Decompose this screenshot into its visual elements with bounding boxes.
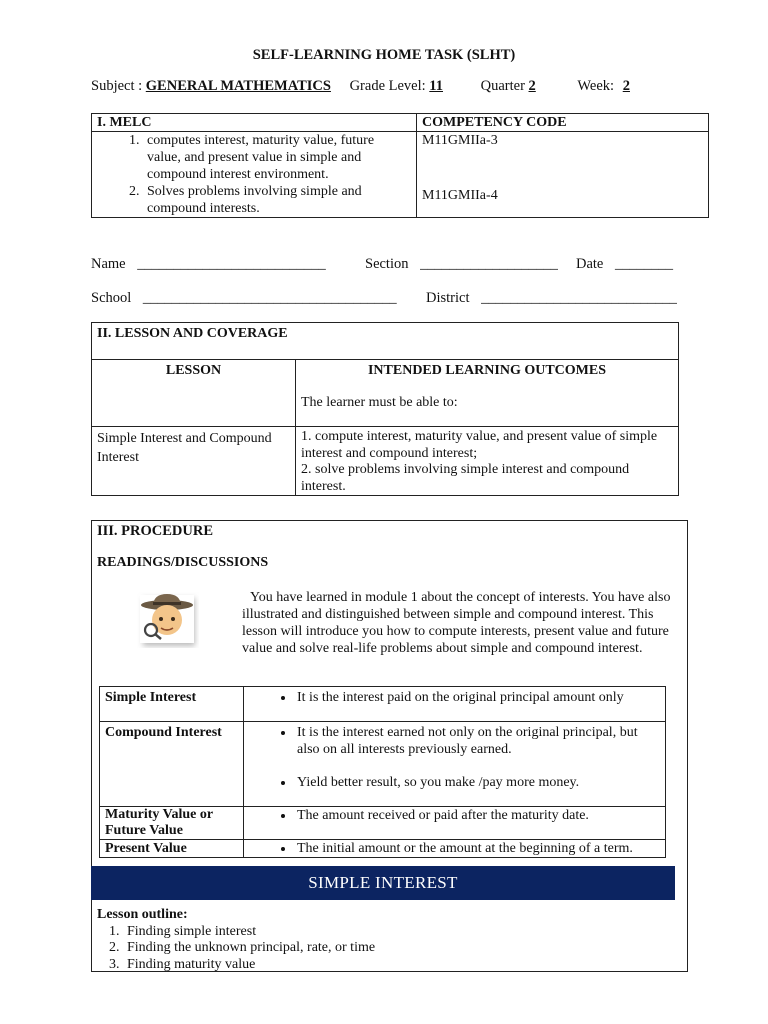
melc-heading: I. MELC — [92, 114, 417, 132]
definition-point: • The amount received or paid after the maturity date. — [295, 807, 660, 824]
definitions-table — [99, 686, 666, 858]
name-field[interactable] — [91, 256, 326, 273]
name-label: Name — [91, 256, 126, 272]
procedure-heading: III. PROCEDURE — [97, 523, 214, 539]
district-blank[interactable]: ___________________________ — [481, 290, 677, 306]
definition-point: • Yield better result, so you make /pay more money. — [295, 774, 660, 791]
subject-line — [91, 78, 630, 95]
lesson-outline — [97, 907, 375, 973]
week-label: Week: — [577, 78, 615, 94]
date-field[interactable] — [576, 256, 673, 273]
section-field[interactable] — [365, 256, 558, 273]
lesson-heading: II. LESSON AND COVERAGE — [92, 323, 679, 360]
page-title: SELF-LEARNING HOME TASK (SLHT) — [252, 47, 516, 63]
school-field[interactable] — [91, 290, 397, 307]
competency-code: M11GMIIa-4 — [422, 188, 498, 203]
section-label: Section — [365, 256, 409, 272]
date-blank[interactable]: ________ — [615, 256, 673, 272]
lesson-name: Simple Interest and Compound Interest — [92, 427, 296, 496]
definition-point: • It is the interest earned not only on the original principal, but also on all interests previously earned. — [295, 724, 660, 758]
section-blank[interactable]: ___________________ — [420, 256, 558, 272]
school-blank[interactable]: ___________________________________ — [142, 290, 397, 306]
term-compound-interest: Compound Interest — [100, 722, 244, 807]
simple-interest-banner: SIMPLE INTEREST — [91, 866, 675, 900]
outline-label: Lesson outline: — [97, 907, 188, 922]
detective-icon — [137, 592, 199, 648]
outcomes-col-heading: INTENDED LEARNING OUTCOMES — [367, 363, 607, 378]
subject-label: Subject : — [91, 78, 143, 94]
date-label: Date — [576, 256, 604, 272]
intro-paragraph: You have learned in module 1 about the concept of interests. You have also illustrated and distinguished between simple and compound interest. This lesson will introduce you how to compute interests, present value and future value and solve real-life problems about simple and compound interest. — [242, 590, 671, 656]
week-value: 2 — [622, 78, 630, 94]
term-present-value: Present Value — [100, 840, 244, 858]
melc-item: 1. computes interest, maturity value, future value, and present value in simple and compound interest environment. — [143, 132, 411, 183]
competency-code-heading: COMPETENCY CODE — [417, 114, 709, 132]
lesson-table — [91, 322, 679, 496]
outcome-item: 1. compute interest, maturity value, and present value of simple interest and compound interest; — [301, 429, 658, 461]
subject-value: GENERAL MATHEMATICS — [145, 78, 331, 94]
outline-item: 3. Finding maturity value — [123, 957, 375, 974]
quarter-label: Quarter — [480, 78, 525, 94]
melc-table — [91, 113, 709, 218]
definition-point: • It is the interest paid on the original principal amount only — [295, 689, 660, 706]
term-simple-interest: Simple Interest — [100, 687, 244, 722]
melc-list — [97, 132, 411, 217]
outcomes-intro: The learner must be able to: — [301, 395, 458, 410]
term-maturity-value: Maturity Value or Future Value — [100, 807, 244, 840]
outcome-item: 2. solve problems involving simple interest and compound interest. — [301, 462, 630, 494]
district-field[interactable] — [426, 290, 677, 307]
readings-heading: READINGS/DISCUSSIONS — [97, 555, 269, 570]
school-label: School — [91, 290, 132, 306]
melc-item: 2. Solves problems involving simple and compound interests. — [143, 183, 411, 217]
district-label: District — [426, 290, 470, 306]
quarter-value: 2 — [528, 78, 536, 94]
grade-value: 11 — [429, 78, 443, 94]
outline-item: 1. Finding simple interest — [123, 924, 375, 941]
grade-label: Grade Level: — [349, 78, 426, 94]
name-blank[interactable]: __________________________ — [137, 256, 326, 272]
definition-point: • The initial amount or the amount at the beginning of a term. — [295, 840, 660, 857]
lesson-col-heading: LESSON — [92, 360, 296, 427]
competency-code: M11GMIIa-3 — [422, 133, 498, 148]
outline-item: 2. Finding the unknown principal, rate, or time — [123, 940, 375, 957]
